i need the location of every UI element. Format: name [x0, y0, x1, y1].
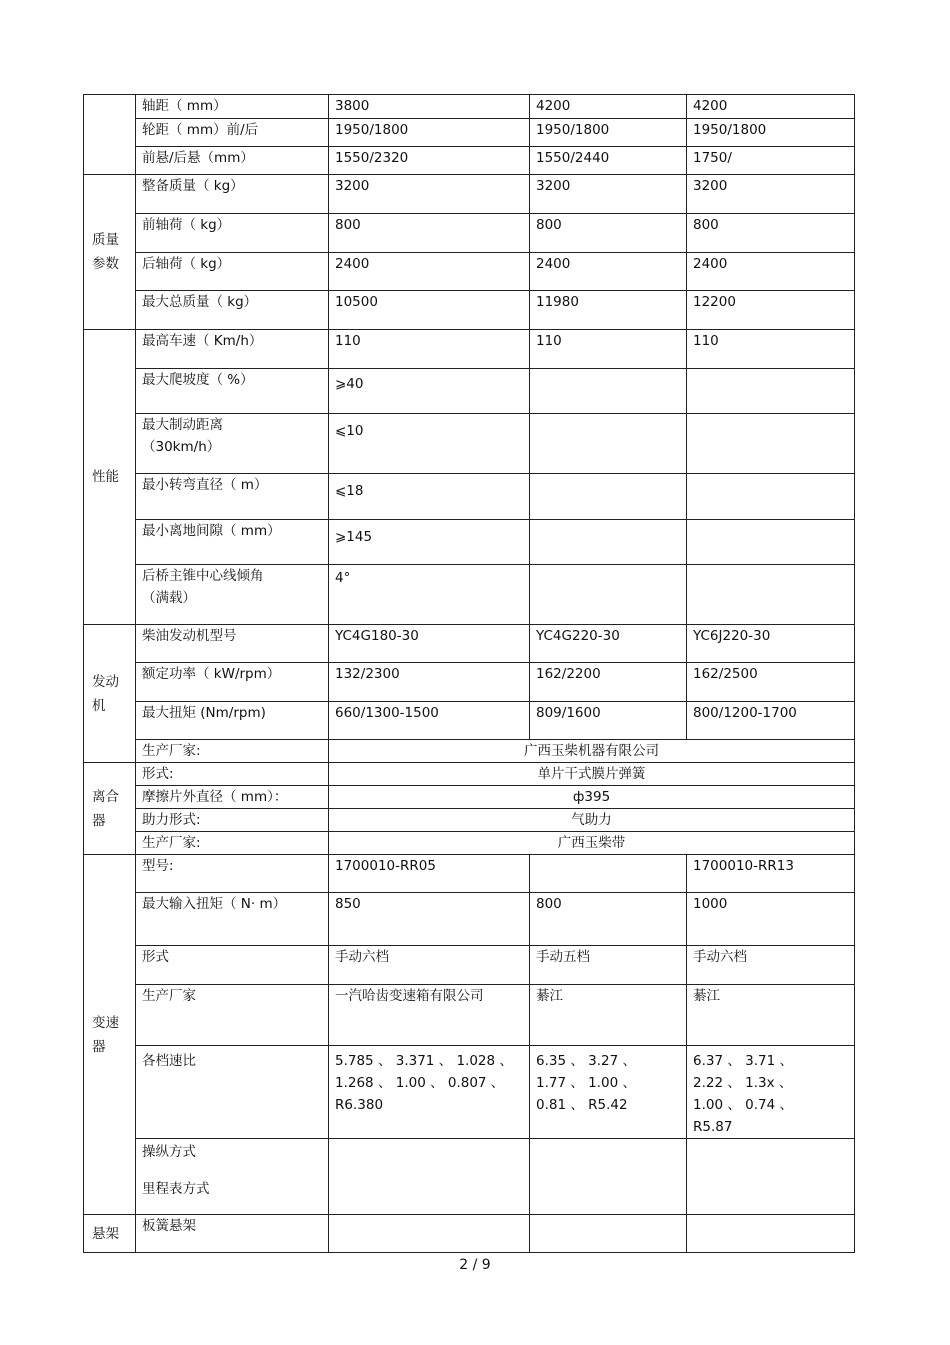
cell-value: 800	[530, 893, 687, 946]
row-label: 最大扭矩 (Nm/rpm)	[136, 702, 329, 740]
table-row	[84, 763, 855, 786]
group-label-engine: 发动机	[84, 625, 136, 763]
table-row	[84, 565, 855, 625]
cell-value	[530, 414, 687, 474]
row-label: 前轴荷（ kg）	[136, 214, 329, 253]
cell-value: 1950/1800	[329, 119, 530, 147]
table-row	[84, 214, 855, 253]
row-label: 生产厂家	[136, 985, 329, 1046]
cell-value: 4200	[687, 95, 855, 119]
cell-value: 162/2200	[530, 663, 687, 702]
row-label-line: （满载）	[142, 590, 196, 606]
table-row	[84, 985, 855, 1046]
cell-value: 手动五档	[530, 946, 687, 985]
row-label: 助力形式:	[136, 809, 329, 832]
cell-value: 1700010-RR13	[687, 855, 855, 893]
cell-value: YC4G220-30	[530, 625, 687, 663]
table-row	[84, 474, 855, 520]
table-row	[84, 832, 855, 855]
ratio-line: 1.268 、 1.00 、 0.807 、	[335, 1075, 505, 1091]
row-label-line: 操纵方式	[142, 1144, 196, 1160]
row-label	[136, 1139, 329, 1215]
cell-value: 1000	[687, 893, 855, 946]
cell-value: 660/1300-1500	[329, 702, 530, 740]
cell-value: YC6J220-30	[687, 625, 855, 663]
row-label	[136, 565, 329, 625]
cell-value: 1550/2440	[530, 147, 687, 175]
cell-value: 3200	[687, 175, 855, 214]
cell-value	[329, 1215, 530, 1253]
ratio-line: 1.77 、 1.00 、	[536, 1075, 636, 1091]
cell-value: 110	[329, 330, 530, 369]
ratio-line: 6.35 、 3.27 、	[536, 1053, 636, 1069]
table-row	[84, 414, 855, 474]
table-row	[84, 1139, 855, 1215]
cell-value: ⩽18	[329, 474, 530, 520]
group-label-performance: 性能	[84, 330, 136, 625]
merged-value: 广西玉柴带	[329, 832, 855, 855]
cell-value: 2400	[687, 253, 855, 291]
cell-value: 800	[329, 214, 530, 253]
row-label-line: 最大制动距离	[142, 417, 223, 433]
row-label: 前悬/后悬（mm）	[136, 147, 329, 175]
cell-value	[530, 369, 687, 414]
cell-value: 1950/1800	[530, 119, 687, 147]
row-label: 最大总质量（ kg）	[136, 291, 329, 330]
row-label: 各档速比	[136, 1046, 329, 1139]
row-label: 最大输入扭矩（ N· m）	[136, 893, 329, 946]
cell-value	[530, 855, 687, 893]
cell-value: 手动六档	[329, 946, 530, 985]
cell-value: 手动六档	[687, 946, 855, 985]
group-label-mass: 质量参数	[84, 175, 136, 330]
cell-value: YC4G180-30	[329, 625, 530, 663]
cell-value: 綦江	[687, 985, 855, 1046]
row-label: 额定功率（ kW/rpm）	[136, 663, 329, 702]
ratio-line: R5.87	[693, 1119, 733, 1135]
cell-value: 2400	[329, 253, 530, 291]
cell-value	[687, 1046, 855, 1139]
table-row	[84, 147, 855, 175]
cell-value: 3200	[530, 175, 687, 214]
cell-value: 850	[329, 893, 530, 946]
row-label: 柴油发动机型号	[136, 625, 329, 663]
table-row	[84, 291, 855, 330]
cell-value: ⩾145	[329, 520, 530, 565]
cell-value: 2400	[530, 253, 687, 291]
table-row	[84, 893, 855, 946]
row-label-line: （30km/h）	[142, 439, 221, 455]
cell-value	[687, 369, 855, 414]
cell-value: ⩾40	[329, 369, 530, 414]
row-label: 最小离地间隙（ mm）	[136, 520, 329, 565]
group-label-gearbox: 变速器	[84, 855, 136, 1215]
cell-value	[530, 1046, 687, 1139]
cell-value: 綦江	[530, 985, 687, 1046]
cell-value: 1700010-RR05	[329, 855, 530, 893]
cell-value: 132/2300	[329, 663, 530, 702]
cell-value: 4°	[329, 565, 530, 625]
row-label: 摩擦片外直径（ mm）：	[136, 786, 329, 809]
ratio-line: 0.81 、 R5.42	[536, 1097, 628, 1113]
cell-value: 1550/2320	[329, 147, 530, 175]
row-label-line: 后桥主锥中心线倾角	[142, 568, 264, 584]
row-label: 最高车速（ Km/h）	[136, 330, 329, 369]
spec-table	[83, 94, 855, 1253]
page-number: 2 / 9	[459, 1257, 491, 1273]
cell-value	[687, 474, 855, 520]
ratio-line: 1.00 、 0.74 、	[693, 1097, 793, 1113]
row-label: 板簧悬架	[136, 1215, 329, 1253]
group-cell-dimensions	[84, 95, 136, 175]
table-row	[84, 702, 855, 740]
row-label: 形式	[136, 946, 329, 985]
cell-value	[687, 520, 855, 565]
row-label: 生产厂家:	[136, 740, 329, 763]
merged-value: 气助力	[329, 809, 855, 832]
row-label	[136, 414, 329, 474]
cell-value	[329, 1046, 530, 1139]
cell-value: 12200	[687, 291, 855, 330]
ratio-line: 2.22 、 1.3x 、	[693, 1075, 793, 1091]
ratio-line: 6.37 、 3.71 、	[693, 1053, 793, 1069]
cell-value	[530, 474, 687, 520]
cell-value	[687, 1139, 855, 1215]
ratio-line: R6.380	[335, 1097, 384, 1113]
cell-value	[687, 565, 855, 625]
row-label: 轴距（ mm）	[136, 95, 329, 119]
cell-value: 800/1200-1700	[687, 702, 855, 740]
cell-value: 3200	[329, 175, 530, 214]
row-label: 整备质量（ kg）	[136, 175, 329, 214]
table-row	[84, 855, 855, 893]
cell-value	[687, 414, 855, 474]
row-label: 后轴荷（ kg）	[136, 253, 329, 291]
table-row	[84, 1215, 855, 1253]
table-row	[84, 946, 855, 985]
cell-value	[530, 520, 687, 565]
group-label-suspension: 悬架	[84, 1215, 136, 1253]
table-row	[84, 740, 855, 763]
table-row	[84, 786, 855, 809]
cell-value: 11980	[530, 291, 687, 330]
cell-value: 3800	[329, 95, 530, 119]
row-label: 生产厂家:	[136, 832, 329, 855]
row-label: 型号:	[136, 855, 329, 893]
row-label: 轮距（ mm）前/后	[136, 119, 329, 147]
group-label-clutch: 离合器	[84, 763, 136, 855]
cell-value	[687, 1215, 855, 1253]
cell-value: 110	[687, 330, 855, 369]
table-row	[84, 663, 855, 702]
ratio-line: 5.785 、 3.371 、 1.028 、	[335, 1053, 513, 1069]
cell-value	[530, 565, 687, 625]
cell-value: 4200	[530, 95, 687, 119]
cell-value: 809/1600	[530, 702, 687, 740]
cell-value: 110	[530, 330, 687, 369]
table-row	[84, 95, 855, 119]
cell-value: 1750/	[687, 147, 855, 175]
table-row	[84, 253, 855, 291]
merged-value: 广西玉柴机器有限公司	[329, 740, 855, 763]
row-label: 形式:	[136, 763, 329, 786]
table-row	[84, 330, 855, 369]
table-row	[84, 520, 855, 565]
table-row	[84, 369, 855, 414]
cell-value	[530, 1215, 687, 1253]
cell-value: 1950/1800	[687, 119, 855, 147]
table-row	[84, 809, 855, 832]
table-row	[84, 1046, 855, 1139]
merged-value: 单片干式膜片弹簧	[329, 763, 855, 786]
row-label-line: 里程表方式	[142, 1181, 210, 1197]
row-label: 最大爬坡度（ %）	[136, 369, 329, 414]
cell-value: 162/2500	[687, 663, 855, 702]
table-row	[84, 175, 855, 214]
cell-value	[530, 1139, 687, 1215]
row-label: 最小转弯直径（ m）	[136, 474, 329, 520]
cell-value: ⩽10	[329, 414, 530, 474]
cell-value: 一汽哈齿变速箱有限公司	[329, 985, 530, 1046]
table-row	[84, 625, 855, 663]
merged-value: ф395	[329, 786, 855, 809]
cell-value: 10500	[329, 291, 530, 330]
table-row	[84, 119, 855, 147]
cell-value: 800	[687, 214, 855, 253]
cell-value	[329, 1139, 530, 1215]
cell-value: 800	[530, 214, 687, 253]
